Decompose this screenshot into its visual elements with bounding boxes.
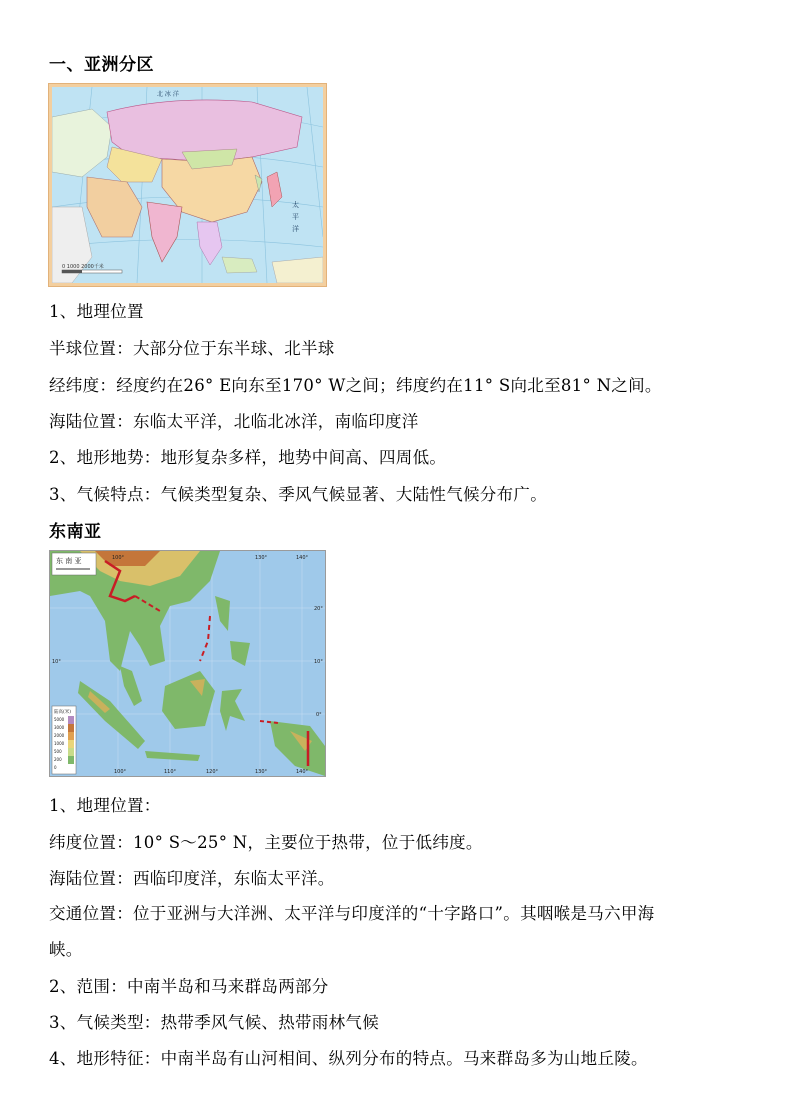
text-line: 1、地理位置 [49, 302, 144, 321]
text-line: 海陆位置：东临太平洋，北临北冰洋，南临印度洋 [49, 412, 419, 431]
asia-map-ocean-3: 洋 [292, 225, 299, 233]
asia-map [49, 84, 326, 286]
sea-lon-label: 120° [206, 769, 219, 775]
sea-legend-value: 5000 [54, 717, 65, 722]
sea-lat-label: 10° [314, 659, 323, 665]
southeast-asia-map [49, 550, 326, 777]
sea-lat-label: 20° [314, 606, 323, 612]
sea-lon-label: 110° [164, 769, 177, 775]
sea-lon-label: 100° [114, 769, 127, 775]
sea-legend-value: 0 [54, 765, 57, 770]
sea-lon-label: 100° [112, 555, 125, 561]
text-line: 峡。 [49, 940, 83, 959]
section-title-southeast-asia: 东南亚 [49, 522, 102, 542]
text-line: 纬度位置：10° S～25° N，主要位于热带，位于低纬度。 [49, 833, 483, 852]
text-line: 2、范围：中南半岛和马来群岛两部分 [49, 977, 329, 996]
sea-lon-label: 140° [296, 555, 309, 561]
sea-lon-label: 140° [296, 769, 309, 775]
sea-lat-label: 0° [316, 712, 322, 718]
asia-map-top-label: 北 冰 洋 [157, 91, 179, 98]
text-line: 2、地形地势：地形复杂多样，地势中间高、四周低。 [49, 448, 447, 467]
text-line: 3、气候类型：热带季风气候、热带雨林气候 [49, 1013, 379, 1032]
section-title-asia-regions: 一、亚洲分区 [49, 55, 154, 75]
text-line: 海陆位置：西临印度洋，东临太平洋。 [49, 869, 335, 888]
sea-legend-value: 200 [54, 757, 62, 762]
text-line: 4、地形特征：中南半岛有山河相间、纵列分布的特点。马来群岛多为山地丘陵。 [49, 1049, 648, 1068]
sea-legend-value: 2000 [54, 733, 65, 738]
text-line: 经纬度：经度约在26° E向东至170° W之间；纬度约在11° S向北至81° N之间。 [49, 376, 662, 395]
asia-map-scale: 0 1000 2000千米 [62, 264, 104, 270]
text-line: 交通位置：位于亚洲与大洋洲、太平洋与印度洋的“十字路口”。其咽喉是马六甲海 [49, 904, 655, 923]
asia-map-ocean-1: 太 [292, 201, 299, 209]
sea-lon-label: 130° [255, 555, 268, 561]
text-line: 1、地理位置： [49, 796, 161, 815]
sea-lon-label: 130° [255, 769, 268, 775]
sea-map-inset-title: 东 南 亚 [56, 557, 82, 565]
sea-legend-value: 3000 [54, 725, 65, 730]
asia-map-ocean-2: 平 [292, 213, 299, 221]
sea-map-legend-title: 陆高(米) [54, 710, 72, 715]
sea-legend-value: 1000 [54, 741, 65, 746]
text-line: 半球位置：大部分位于东半球、北半球 [49, 339, 335, 358]
text-line: 3、气候特点：气候类型复杂、季风气候显著、大陆性气候分布广。 [49, 485, 547, 504]
sea-legend-value: 500 [54, 749, 62, 754]
sea-lat-label: 10° [52, 659, 61, 665]
